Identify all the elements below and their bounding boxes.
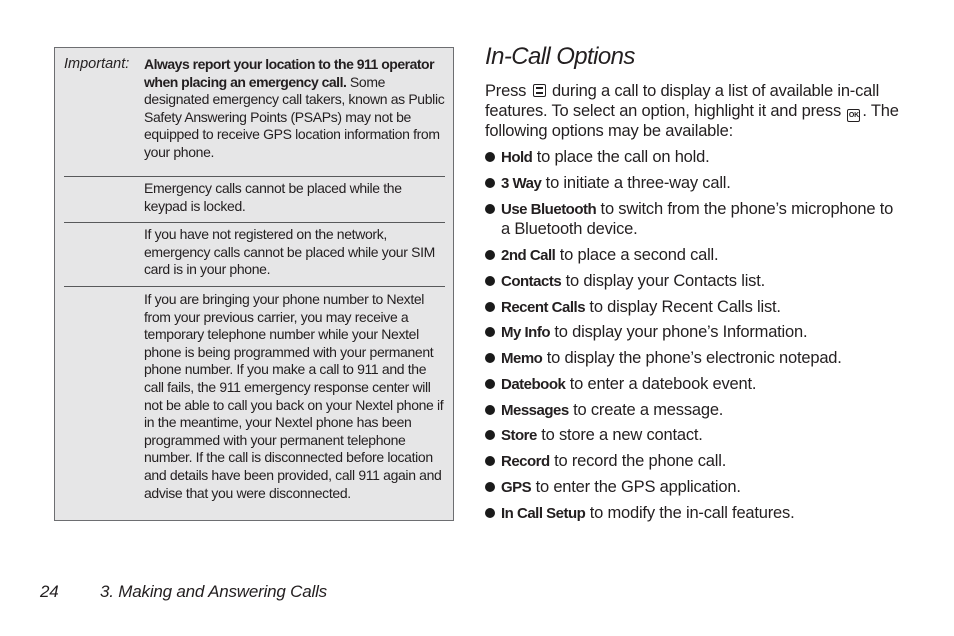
option-desc: to display your Contacts list. [561, 272, 765, 290]
option-desc: to display Recent Calls list. [585, 298, 781, 316]
bullet-icon [485, 456, 495, 466]
option-desc: to create a message. [568, 401, 724, 419]
option-desc: to place a second call. [555, 246, 719, 264]
option-name: Store [501, 427, 537, 444]
bullet-icon [485, 508, 495, 518]
option-item [485, 298, 905, 318]
bullet-icon [485, 152, 495, 162]
note-bold-1: Always report your location to the 911 operator when placing an emergency call. [144, 56, 435, 90]
option-item [485, 272, 905, 292]
option-item [485, 323, 905, 343]
bullet-icon [485, 327, 495, 337]
option-desc: to enter the GPS application. [531, 478, 741, 496]
intro-paragraph [485, 82, 905, 142]
option-name: Recent Calls [501, 299, 586, 316]
section-heading: In-Call Options [485, 43, 635, 70]
option-desc: to enter a datebook event. [565, 375, 757, 393]
option-desc: to store a new contact. [536, 426, 703, 444]
option-item [485, 426, 905, 446]
option-name: 2nd Call [501, 247, 556, 264]
option-name: Messages [501, 402, 569, 419]
option-desc: to display your phone’s Information. [550, 323, 808, 341]
bullet-icon [485, 250, 495, 260]
option-desc: to display the phone’s electronic notepad. [542, 349, 842, 367]
page-footer [40, 582, 327, 602]
bullet-icon [485, 379, 495, 389]
option-desc: to modify the in-call features. [585, 504, 795, 522]
option-name: In Call Setup [501, 505, 586, 522]
option-name: Use Bluetooth [501, 201, 597, 218]
bullet-icon [485, 178, 495, 188]
option-item [485, 401, 905, 421]
intro-part-1: Press [485, 82, 531, 100]
note-text-3: If you have not registered on the network, emergency calls cannot be placed while your SIM card is in your phone. [144, 226, 435, 278]
note-text-2: Emergency calls cannot be placed while the keypad is locked. [144, 180, 402, 214]
bullet-icon [485, 204, 495, 214]
bullet-icon [485, 482, 495, 492]
ok-key-icon: OK [847, 109, 860, 122]
option-name: My Info [501, 324, 550, 341]
option-item [485, 349, 905, 369]
chapter-title: 3. Making and Answering Calls [100, 582, 327, 601]
menu-key-icon [533, 84, 546, 97]
option-item [485, 375, 905, 395]
intro-part-3: . The following options may be available: [485, 101, 899, 140]
note-text-4: If you are bringing your phone number to Nextel from your previous carrier, you may receive a temporary telephone number while your Nextel phone is being programmed with your permanent phone number. If you make a call to 911 and the call fails, the 911 emergency response center will not be able to call you back on your Nextel phone if in the meantime, your Nextel phone has been programmed with your permanent telephone number. If the call is disconnected before location and details have been provided, call 911 again and advise that you were disconnected. [144, 291, 444, 501]
option-name: Hold [501, 149, 533, 166]
option-name: GPS [501, 479, 532, 496]
option-desc: to switch from the phone’s microphone to a Bluetooth device. [501, 200, 894, 238]
option-item [485, 246, 905, 266]
option-desc: to initiate a three-way call. [541, 174, 731, 192]
note-section-4 [64, 287, 445, 517]
option-name: Memo [501, 350, 543, 367]
bullet-icon [485, 353, 495, 363]
bullet-icon [485, 430, 495, 440]
note-text-1 [144, 56, 445, 162]
note-section-3 [64, 223, 445, 287]
option-item [485, 504, 905, 524]
bullet-icon [485, 405, 495, 415]
option-item [485, 174, 905, 194]
option-item [485, 452, 905, 472]
note-section-1 [64, 56, 445, 177]
page-number: 24 [40, 582, 59, 601]
option-name: Datebook [501, 376, 566, 393]
note-body-1: Some designated emergency call takers, known as Public Safety Answering Points (PSAPs) may not be equipped to receive GPS location information from your phone. [144, 73, 445, 160]
note-label: Important: [64, 56, 130, 72]
option-item [485, 200, 905, 240]
note-section-2 [64, 177, 445, 223]
intro-part-2: during a call to display a list of available in-call features. To select an option, highlight it and press [485, 82, 880, 120]
option-name: Record [501, 453, 550, 470]
option-desc: to place the call on hold. [532, 148, 710, 166]
option-desc: to record the phone call. [549, 452, 727, 470]
important-note-box [54, 47, 454, 521]
bullet-icon [485, 276, 495, 286]
option-item [485, 478, 905, 498]
option-name: 3 Way [501, 175, 542, 192]
option-item [485, 148, 905, 168]
bullet-icon [485, 302, 495, 312]
option-name: Contacts [501, 273, 562, 290]
